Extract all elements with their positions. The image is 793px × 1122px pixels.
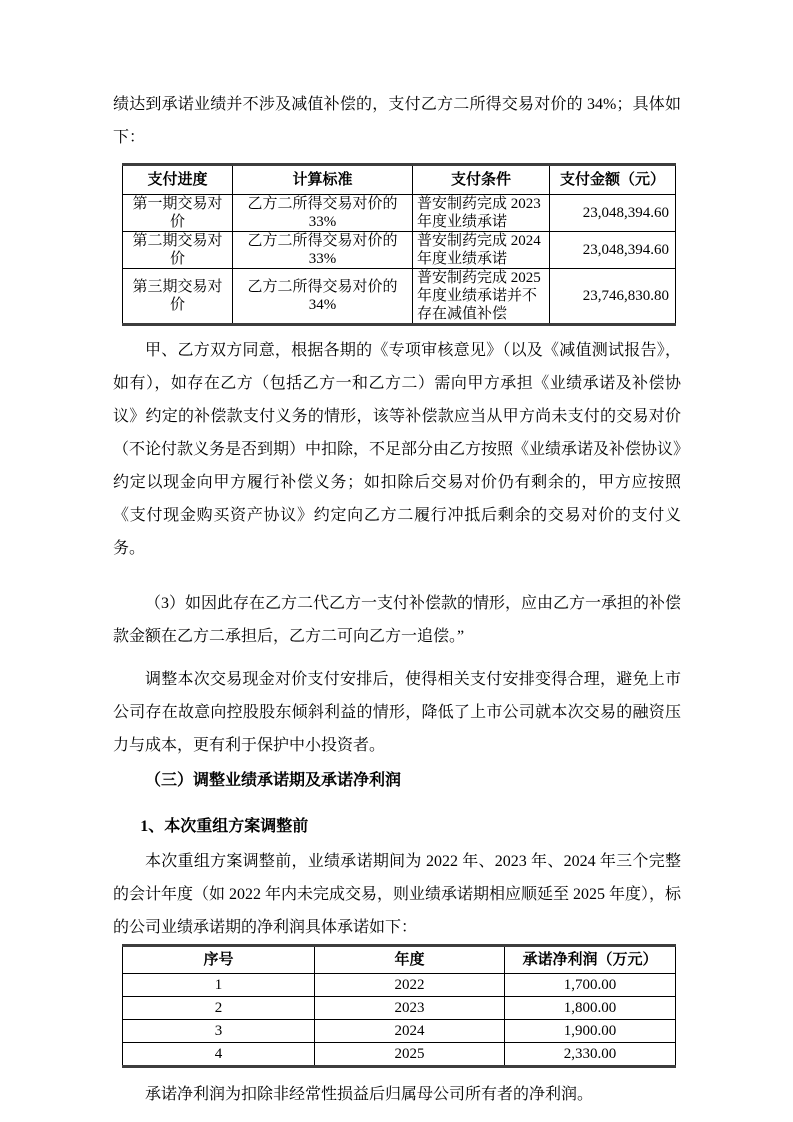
table-header-row — [123, 165, 676, 195]
table-cell: 第三期交易对价 — [123, 269, 233, 325]
payment-schedule-table — [122, 163, 676, 326]
table-cell: 普安制药完成 2023 年度业绩承诺 — [413, 195, 550, 232]
table-cell: 4 — [123, 1043, 315, 1067]
table-cell: 第一期交易对价 — [123, 195, 233, 232]
table-header-row — [123, 946, 676, 974]
table-row — [123, 974, 676, 997]
closing-paragraph: 承诺净利润为扣除非经常性损益后归属母公司所有者的净利润。 — [145, 1086, 594, 1103]
promised-profit-table — [122, 944, 676, 1068]
table-row — [123, 1043, 676, 1067]
table-row — [123, 1020, 676, 1043]
table-cell: 3 — [123, 1020, 315, 1043]
table-cell: 2023 — [315, 997, 505, 1020]
header-cell-promised-profit: 承诺净利润（万元） — [505, 946, 676, 974]
table-cell: 乙方二所得交易对价的 33% — [233, 232, 413, 269]
table-cell: 1,800.00 — [505, 997, 676, 1020]
table-cell: 23,048,394.60 — [550, 195, 676, 232]
table-row — [123, 997, 676, 1020]
table-row — [123, 269, 676, 325]
table-cell: 2 — [123, 997, 315, 1020]
header-cell-payment-progress: 支付进度 — [123, 165, 233, 195]
table-row — [123, 195, 676, 232]
table-cell: 2,330.00 — [505, 1043, 676, 1067]
table-cell: 第二期交易对价 — [123, 232, 233, 269]
table-cell: 1,700.00 — [505, 974, 676, 997]
table-cell: 乙方二所得交易对价的 34% — [233, 269, 413, 325]
header-cell-year: 年度 — [315, 946, 505, 974]
table-cell: 23,048,394.60 — [550, 232, 676, 269]
table-cell: 2024 — [315, 1020, 505, 1043]
intro-paragraph: 绩达到承诺业绩并不涉及减值补偿的，支付乙方二所得交易对价的 34%；具体如下： — [113, 96, 681, 146]
table-cell: 2022 — [315, 974, 505, 997]
paragraph-agreement: 甲、乙方双方同意，根据各期的《专项审核意见》（以及《减值测试报告》，如有），如存在乙方（包括乙方一和乙方二）需向甲方承担《业绩承诺及补偿协议》约定的补偿款支付义务的情形，该等补偿款应当从甲方尚未支付的交易对价（不论付款义务是否到期）中扣除，不足部分由乙方按照《业绩承诺及补偿协议》约定以现金向甲方履行补偿义务；如扣除后交易对价仍有剩余的，甲方应按照《支付现金购买资产协议》约定向乙方二履行冲抵后剩余的交易对价的支付义务。 — [113, 342, 682, 557]
paragraph-adjustment: 调整本次交易现金对价支付安排后，使得相关支付安排变得合理，避免上市公司存在故意向控股股东倾斜利益的情形，降低了上市公司就本次交易的融资压力与成本，更有利于保护中小投资者。 — [113, 671, 681, 754]
header-cell-payment-amount: 支付金额（元） — [550, 165, 676, 195]
table-cell: 1 — [123, 974, 315, 997]
table-cell: 23,746,830.80 — [550, 269, 676, 325]
table-cell: 2025 — [315, 1043, 505, 1067]
subsection-heading: 1、本次重组方案调整前 — [140, 818, 309, 835]
paragraph-before-adjustment: 本次重组方案调整前，业绩承诺期间为 2022 年、2023 年、2024 年三个完整的会计年度（如 2022 年内未完成交易，则业绩承诺期相应顺延至 2025 年度），标的公司业绩承诺期的净利润具体承诺如下： — [113, 853, 682, 936]
table-row — [123, 232, 676, 269]
header-cell-calc-standard: 计算标准 — [233, 165, 413, 195]
table-cell: 普安制药完成 2024 年度业绩承诺 — [413, 232, 550, 269]
paragraph-item3: （3）如因此存在乙方二代乙方一支付补偿款的情形，应由乙方一承担的补偿款金额在乙方二承担后，乙方二可向乙方一追偿。” — [113, 595, 682, 645]
table-cell: 1,900.00 — [505, 1020, 676, 1043]
section-heading: （三）调整业绩承诺期及承诺净利润 — [145, 772, 402, 789]
document-content — [113, 88, 681, 1111]
table-cell: 普安制药完成 2025 年度业绩承诺并不存在减值补偿 — [413, 269, 550, 325]
header-cell-payment-condition: 支付条件 — [413, 165, 550, 195]
header-cell-index: 序号 — [123, 946, 315, 974]
table-cell: 乙方二所得交易对价的 33% — [233, 195, 413, 232]
